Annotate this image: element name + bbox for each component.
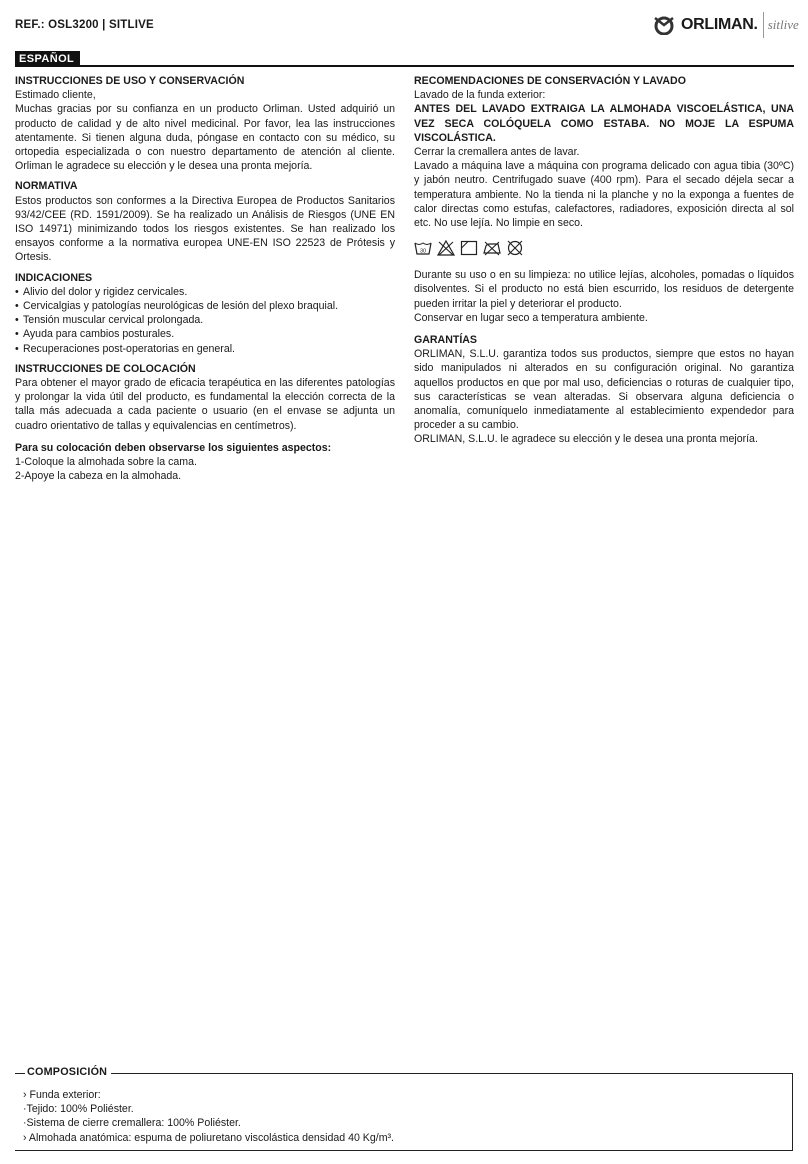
brand-name: ORLIMAN. <box>681 16 758 33</box>
care-body-2: Durante su uso o en su limpieza: no utilice lejías, alcoholes, pomadas o líquidos disolventes. Si el producto no está bien escurrido, los residuos de detergente pueden irritar la piel y deteriorar el producto. <box>414 269 794 310</box>
placement-subtitle: Para su colocación deben observarse los siguientes aspectos: <box>15 441 332 454</box>
regulation-section <box>15 179 395 264</box>
orliman-logo-icon <box>652 15 676 35</box>
care-title: RECOMENDACIONES DE CONSERVACIÓN Y LAVADO <box>414 75 686 87</box>
warranty-title: GARANTÍAS <box>414 334 477 347</box>
composition-title: COMPOSICIÓN <box>25 1066 111 1078</box>
care-body: Lavado a máquina lave a máquina con programa delicado con agua tibia (30ºC) y jabón neutro. Centrifugado suave (400 rpm). Para el secado déjela secar a temperatura ambiente. No la tienda ni la planche y no la exponga a fuentes de calor directas como estufas, calefactores, radiadores, exposición directa al sol etc. No use lejía. No limpie en seco. <box>414 160 794 230</box>
no-bleach-icon <box>437 240 455 256</box>
usage-body: Muchas gracias por su confianza en un producto Orliman. Usted adquirió un producto de calidad y de alto nivel medicinal. Por favor, lea las instrucciones atentamente. Si tienen alguna duda, póngase en contacto con su médico, su ortopedia especializada o con nuestro departamento de atención al cliente. Orliman le agradece su elección y le desea una pronta mejoría. <box>15 103 395 173</box>
no-iron-icon <box>483 240 501 256</box>
warranty-section <box>414 333 794 447</box>
care-line-1: Lavado de la funda exterior: <box>414 89 546 102</box>
list-item: • Recuperaciones post-operatorias en general. <box>15 342 395 356</box>
regulation-title: NORMATIVA <box>15 180 78 193</box>
list-item: • Alivio del dolor y rigidez cervicales. <box>15 285 395 299</box>
composition-item: ·Sistema de cierre cremallera: 100% Poliéster. <box>23 1117 241 1130</box>
placement-section <box>15 362 395 484</box>
indications-section <box>15 271 395 356</box>
dry-flat-icon <box>460 240 478 256</box>
placement-step-1: 1-Coloque la almohada sobre la cama. <box>15 456 197 469</box>
right-column <box>414 74 794 453</box>
regulation-body: Estos productos son conformes a la Directiva Europea de Productos Sanitarios 93/42/CEE (RD. 1591/2009). Se ha realizado un Análisis de Riesgos (UNE EN ISO 14971) minimizando todos los riesgos existentes. Se han realizado los ensayos conforme a la normativa europea UNE-EN ISO 22523 de Prótesis y Ortesis. <box>15 194 395 264</box>
usage-section <box>15 74 395 173</box>
composition-item: ·Tejido: 100% Poliéster. <box>23 1103 134 1116</box>
usage-title: INSTRUCCIONES DE USO Y CONSERVACIÓN <box>15 75 245 87</box>
care-line-2: Cerrar la cremallera antes de lavar. <box>414 146 580 159</box>
list-item: • Ayuda para cambios posturales. <box>15 327 395 341</box>
brand-logo <box>652 9 799 41</box>
indications-list <box>15 285 395 356</box>
language-badge: ESPAÑOL <box>15 51 80 66</box>
list-item: • Cervicalgias y patologías neurológicas de lesión del plexo braquial. <box>15 299 395 313</box>
left-column <box>15 74 395 489</box>
language-rule <box>15 65 794 67</box>
indications-title: INDICACIONES <box>15 271 93 284</box>
placement-title: INSTRUCCIONES DE COLOCACIÓN <box>15 362 196 375</box>
warranty-body: ORLIMAN, S.L.U. garantiza todos sus productos, siempre que estos no hayan sido manipulados ni alterados en su configuración original. No garantiza aquellos productos en que por mal uso, deficiencias o roturas de cualquier tipo, sus características se vean alteradas. Si observara alguna deficiencia o anomalía, comuníquelo inmediatamente al establecimiento expendedor para proceder a su cambio. <box>414 348 794 432</box>
composition-list <box>23 1088 394 1145</box>
care-warning: ANTES DEL LAVADO EXTRAIGA LA ALMOHADA VISCOELÁSTICA, UNA VEZ SECA COLÓQUELA COMO ESTABA. NO MOJE LA ESPUMA VISCOLÁSTICA. <box>414 103 794 144</box>
no-dry-clean-icon <box>506 240 524 256</box>
care-section <box>414 74 794 325</box>
placement-step-2: 2-Apoye la cabeza en la almohada. <box>15 470 182 483</box>
placement-body: Para obtener el mayor grado de eficacia terapéutica en las diferentes patologías y prolongar la vida útil del producto, es fundamental la elección correcta de la talla más adecuada a cada paciente o usuario (en el envase se adjunta un cuadro orientativo de tallas y equivalencias en centímetros). <box>15 377 395 432</box>
logo-divider <box>763 12 764 38</box>
care-line-3: Conservar en lugar seco a temperatura ambiente. <box>414 311 648 324</box>
composition-item: › Funda exterior: <box>23 1089 101 1101</box>
reference-label: REF.: OSL3200 | SITLIVE <box>15 19 154 31</box>
wash-30-icon <box>414 240 432 256</box>
composition-item: › Almohada anatómica: espuma de poliuretano viscolástica densidad 40 Kg/m³. <box>23 1131 394 1144</box>
sub-brand-name: sitlive <box>767 17 799 32</box>
wash-temperature: 30 <box>419 248 427 255</box>
greeting: Estimado cliente, <box>15 89 96 102</box>
list-item: • Tensión muscular cervical prolongada. <box>15 313 395 327</box>
warranty-closing: ORLIMAN, S.L.U. le agradece su elección y le desea una pronta mejoría. <box>414 433 758 446</box>
care-symbols <box>414 240 794 256</box>
